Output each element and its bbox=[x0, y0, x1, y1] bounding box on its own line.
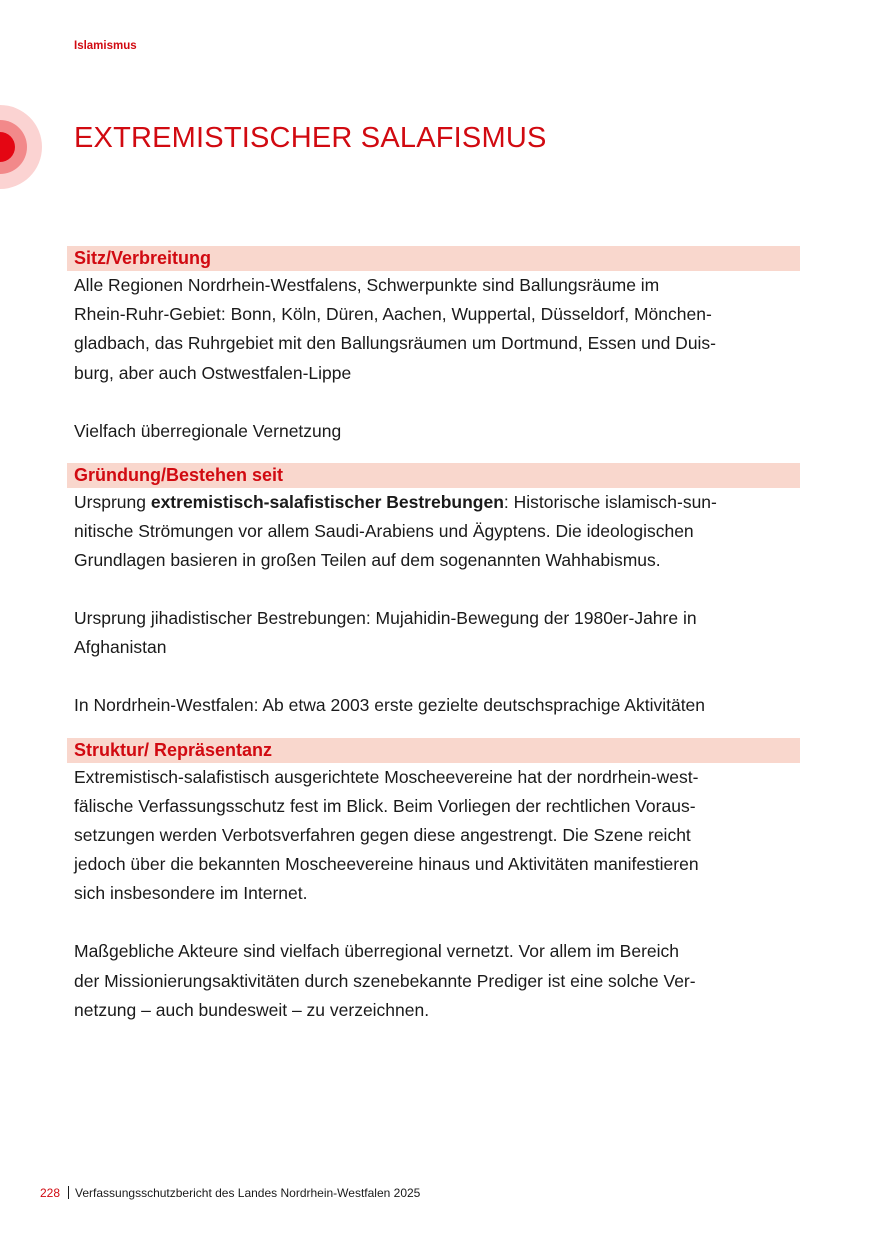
text-line: jedoch über die bekannten Moscheevereine hinaus und Aktivitäten manifestieren bbox=[74, 854, 699, 875]
footer-divider bbox=[68, 1186, 69, 1199]
section-gruendung bbox=[67, 463, 800, 721]
text-line: burg, aber auch Ostwestfalen-Lippe bbox=[74, 362, 352, 383]
paragraph bbox=[67, 488, 800, 576]
text-line: Alle Regionen Nordrhein-Westfalens, Schwerpunkte sind Ballungsräume im bbox=[74, 275, 660, 295]
text-line: Vielfach überregionale Vernetzung bbox=[74, 420, 342, 441]
text-run: : Historische islamisch-sun- bbox=[503, 491, 717, 512]
text-line: der Missionierungsaktivitäten durch szenebekannte Prediger ist eine solche Ver- bbox=[74, 970, 696, 991]
content-body bbox=[67, 246, 800, 1025]
publication-title: Verfassungsschutzbericht des Landes Nordrhein-Westfalen 2025 bbox=[75, 1186, 421, 1200]
text-line: gladbach, das Ruhrgebiet mit den Ballungsräumen um Dortmund, Essen und Duis- bbox=[74, 333, 717, 354]
text-line: sich insbesondere im Internet. bbox=[74, 883, 308, 904]
section-struktur-repraesentanz bbox=[67, 738, 800, 1025]
section-heading: Struktur/ Repräsentanz bbox=[67, 738, 800, 763]
text-line: Extremistisch-salafistisch ausgerichtete Moscheevereine hat der nordrhein-west- bbox=[74, 766, 699, 787]
paragraph bbox=[67, 604, 800, 662]
bold-term: extremistisch-salafistischer Bestrebungen bbox=[150, 491, 504, 512]
text-line: netzung – auch bundesweit – zu verzeichnen. bbox=[74, 999, 430, 1020]
page-title: EXTREMISTISCHER SALAFISMUS bbox=[74, 122, 547, 154]
section-heading: Sitz/Verbreitung bbox=[67, 246, 800, 271]
paragraph bbox=[67, 691, 800, 720]
section-sitz-verbreitung bbox=[67, 246, 800, 446]
text-line: Maßgebliche Akteure sind vielfach überregional vernetzt. Vor allem im Bereich bbox=[74, 941, 680, 962]
paragraph bbox=[67, 271, 800, 388]
paragraph bbox=[67, 763, 800, 909]
text-line: In Nordrhein-Westfalen: Ab etwa 2003 erste gezielte deutschsprachige Aktivitäten bbox=[74, 695, 706, 716]
page-number: 228 bbox=[40, 1186, 61, 1200]
section-heading: Gründung/Bestehen seit bbox=[67, 463, 800, 488]
text-line: Grundlagen basieren in großen Teilen auf dem sogenannten Wahhabismus. bbox=[74, 550, 661, 571]
paragraph bbox=[67, 417, 800, 446]
text-line: Ursprung jihadistischer Bestrebungen: Mujahidin-Bewegung der 1980er-Jahre in bbox=[74, 608, 697, 629]
running-head: Islamismus bbox=[74, 40, 137, 52]
text-run: Ursprung bbox=[74, 491, 151, 512]
paragraph bbox=[67, 937, 800, 1025]
text-line: fälische Verfassungsschutz fest im Blick. Beim Vorliegen der rechtlichen Voraus- bbox=[74, 795, 696, 816]
text-line: Afghanistan bbox=[74, 637, 167, 658]
text-line: setzungen werden Verbotsverfahren gegen diese angestrengt. Die Szene reicht bbox=[74, 825, 691, 846]
page-footer bbox=[40, 1186, 420, 1200]
text-line: nitische Strömungen vor allem Saudi-Arabiens und Ägyptens. Die ideologischen bbox=[74, 521, 694, 542]
text-line: Rhein-Ruhr-Gebiet: Bonn, Köln, Düren, Aachen, Wuppertal, Düsseldorf, Mönchen- bbox=[74, 304, 712, 325]
target-marker-graphic bbox=[0, 105, 42, 189]
text-line bbox=[74, 492, 717, 512]
